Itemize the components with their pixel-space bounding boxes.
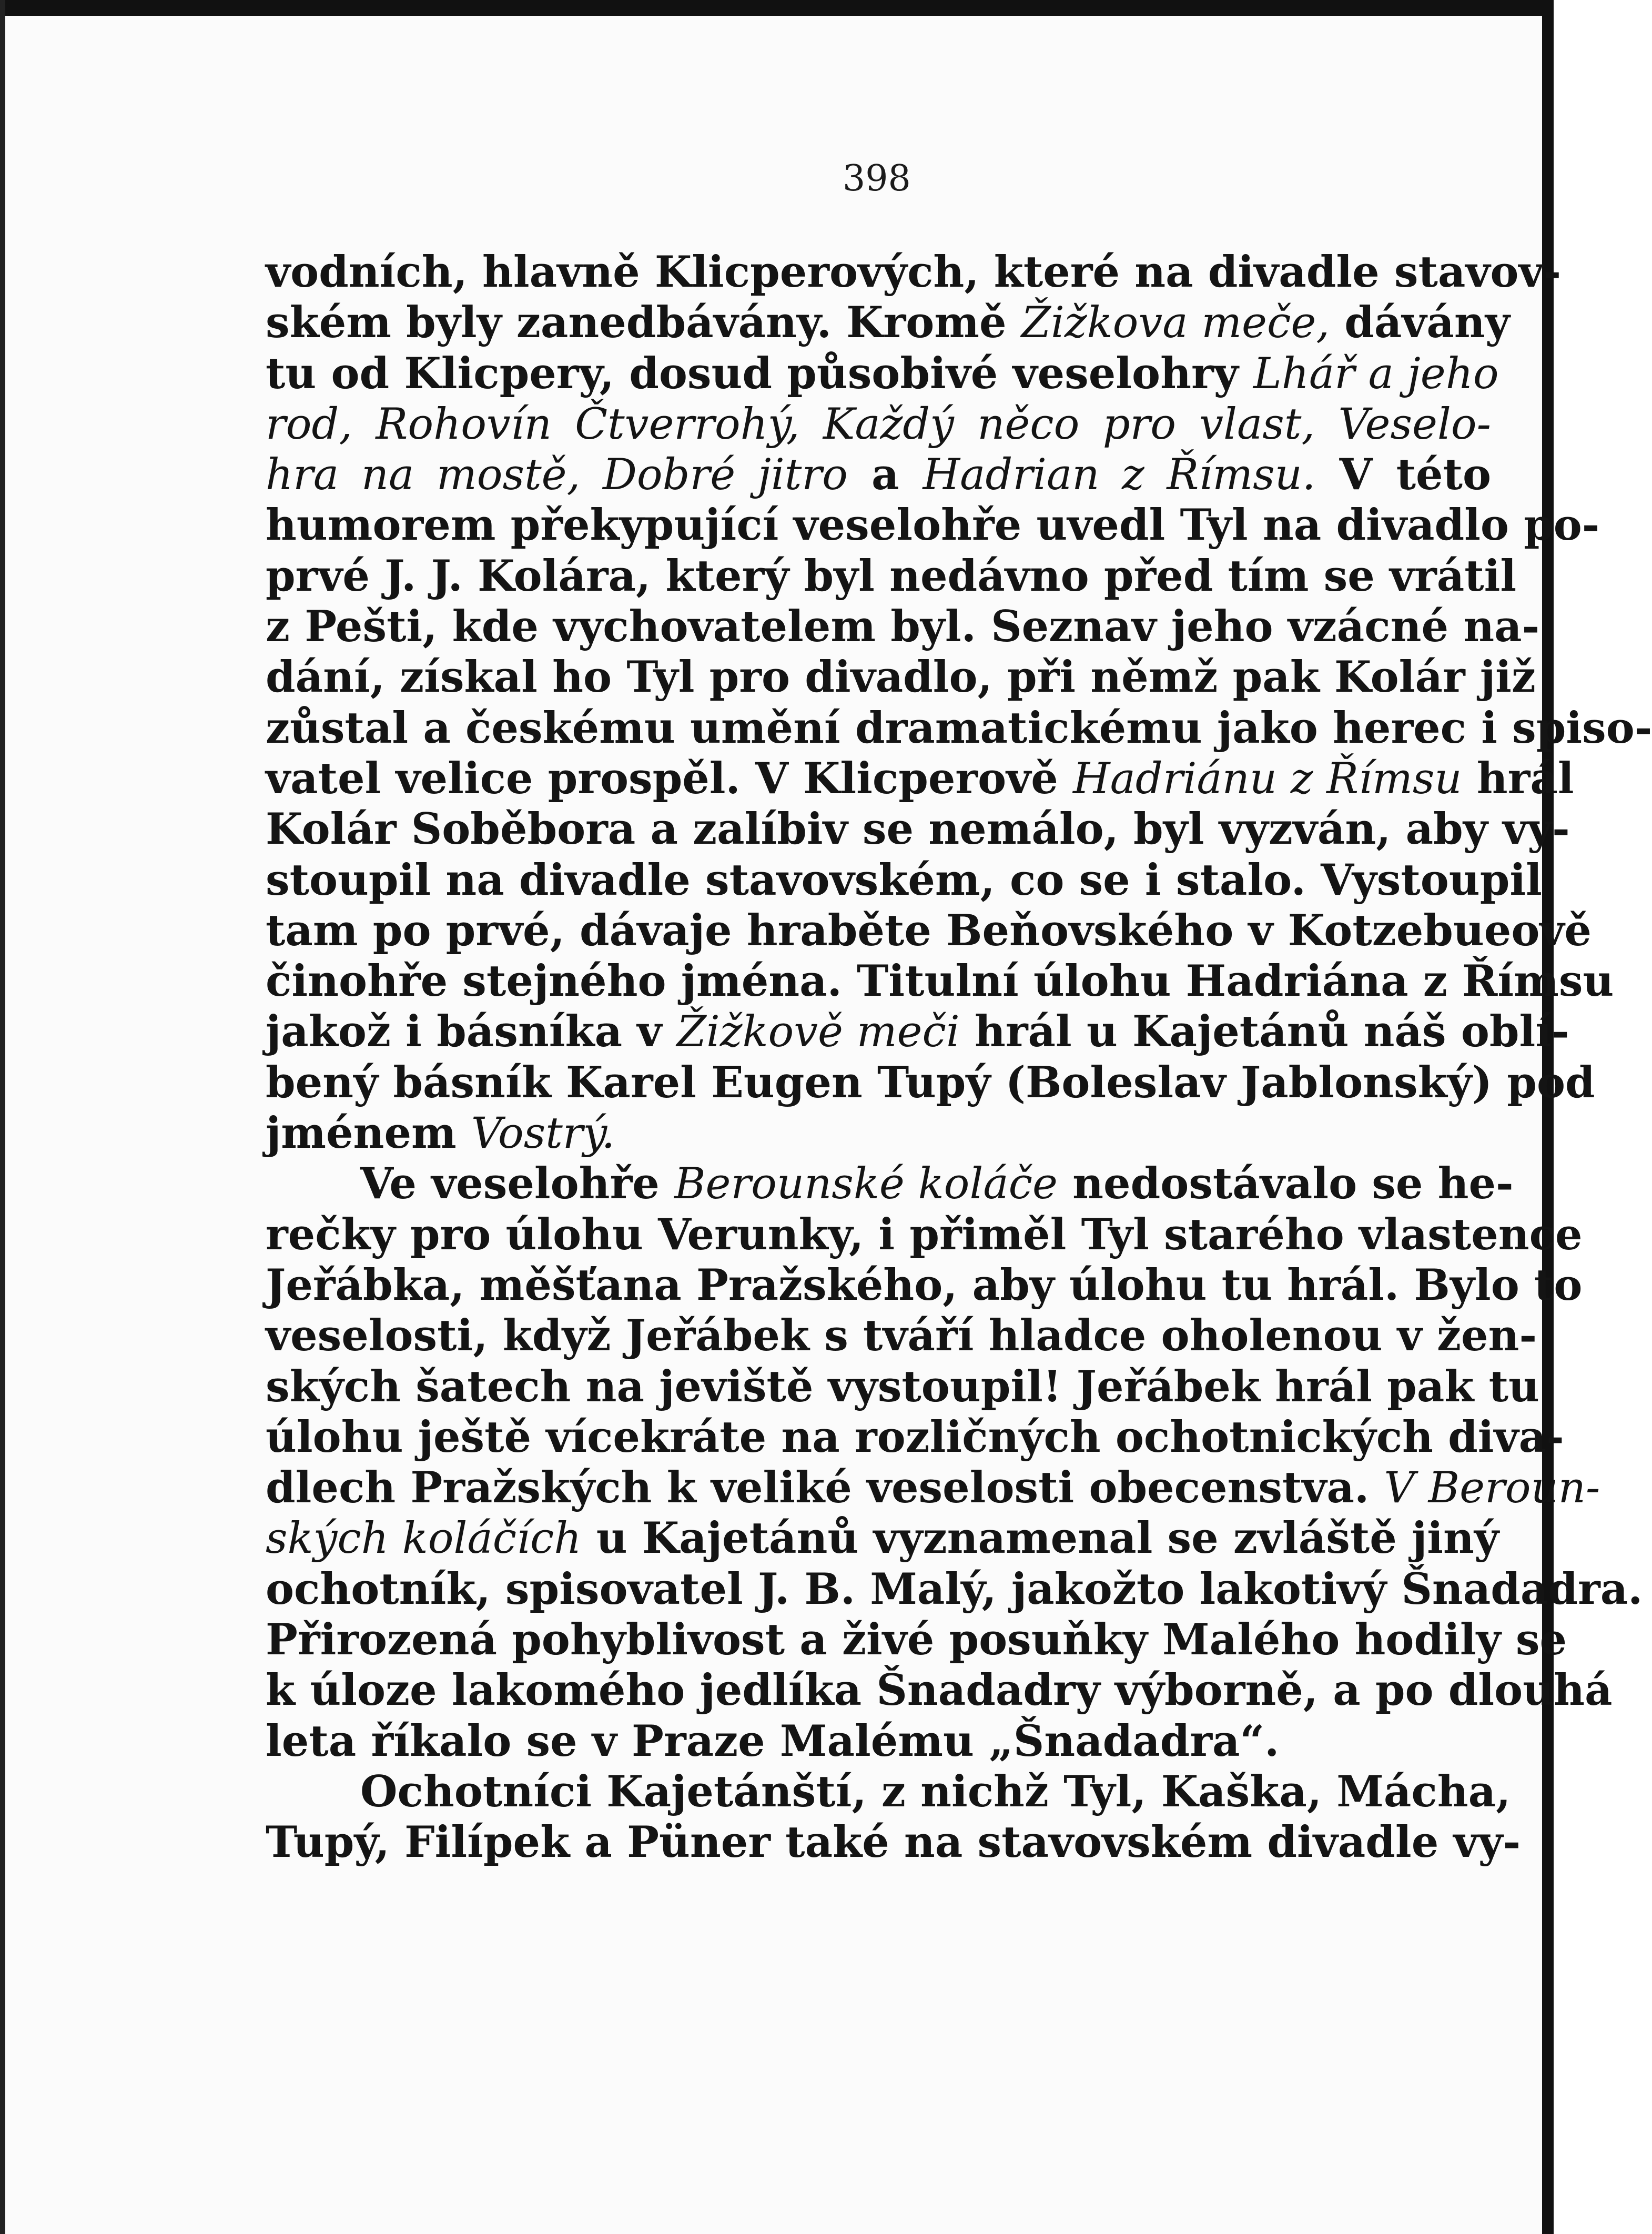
text-run: ských šatech na jeviště vystoupil! Jeřábek hrál pak tu [266,1361,1539,1412]
text-run: vodních, hlavně Klicperových, které na divadle stavov- [266,247,1562,297]
text-line [266,1007,1569,1057]
text-run: hrál u Kajetánů náš oblí- [959,1007,1569,1057]
text-run: leta říkalo se v Praze Malému „Šnadadra“. [266,1716,1280,1766]
text-line [266,450,1491,500]
text-run: Kolár Soběbora a zalíbiv se nemálo, byl vyzván, aby vy- [266,804,1570,855]
text-line [266,1463,1600,1513]
text-run: nedostávalo se he- [1057,1159,1514,1209]
text-line [266,1665,1613,1716]
text-run: bený básník Karel Eugen Tupý (Boleslav Jablonský) pod [266,1057,1595,1108]
text-run: hrál [1462,753,1574,804]
italic-title: hra na mostě, Dobré jitro [266,450,848,500]
text-line [266,1615,1567,1665]
italic-title: Berounské koláče [674,1159,1058,1209]
text-line [266,1564,1643,1615]
italic-title: V Beroun- [1384,1463,1600,1513]
text-line [266,1260,1583,1311]
text-line [266,1766,1511,1817]
italic-title: Vostrý. [471,1109,615,1159]
scan-border-right [1542,0,1554,2234]
italic-title: rod, Rohovín Čtverrohý, Každý něco pro vlast, Veselo- [266,399,1491,449]
text-line [266,703,1652,754]
text-run: u Kajetánů vyznamenal se zvláště jiný [581,1513,1499,1564]
text-line [266,1311,1537,1361]
text-run: stoupil na divadle stavovském, co se i stalo. Vystoupil [266,855,1542,905]
text-line [266,348,1499,399]
italic-title: Lhář a jeho [1253,349,1499,399]
text-line [266,956,1614,1007]
text-run: jménem [266,1108,471,1159]
text-line [266,1159,1514,1209]
text-run: Ve veselohře [360,1159,674,1209]
text-line [266,551,1517,602]
text-run: dání, získal ho Tyl pro divadlo, při němž pak Kolár již [266,652,1536,703]
text-line [266,500,1600,551]
text-line [266,399,1491,450]
page-number: 398 [843,158,911,199]
text-run: rečky pro úlohu Verunky, i přiměl Tyl starého vlastence [266,1209,1583,1260]
body-text [266,247,1652,1868]
text-run: vatel velice prospěl. V Klicperově [266,753,1073,804]
text-run: tam po prvé, dávaje hraběte Beňovského v Kotzebueově [266,905,1592,956]
text-run: ochotník, spisovatel J. B. Malý, jakožto lakotivý Šnadadra. [266,1564,1643,1614]
text-run: jakož i básníka v [266,1007,677,1057]
text-run: Jeřábka, měšťana Pražského, aby úlohu tu hrál. Bylo to [266,1260,1583,1310]
text-run: zůstal a českému umění dramatickému jako herec i spiso- [266,703,1652,753]
text-run: úlohu ještě vícekráte na rozličných ochotnických diva- [266,1412,1564,1462]
text-run: tu od Klicpery, dosud působivé veselohry [266,348,1253,399]
paragraph-2 [266,1159,1643,1767]
italic-title: Hadriánu z Římsu [1072,754,1462,804]
italic-title: Hadrian z Římsu. [923,450,1316,500]
text-run: V této [1315,450,1491,500]
scan-border-left [0,0,5,2234]
text-line [266,1057,1595,1108]
text-run: prvé J. J. Kolára, který byl nedávno před tím se vrátil [266,551,1517,601]
text-run: z Pešti, kde vychovatelem byl. Seznav jeho vzácné na- [266,602,1540,652]
text-line [266,1817,1521,1868]
text-run: veselosti, když Jeřábek s tváří hladce oholenou v žen- [266,1311,1537,1361]
italic-title: Žižkově meči [676,1007,960,1057]
text-line [266,804,1570,855]
text-line [266,652,1536,703]
text-line [266,1209,1583,1260]
text-run: Tupý, Filípek a Püner také na stavovském divadle vy- [266,1817,1521,1868]
text-run: Přirozená pohyblivost a živé posuňky Malého hodily se [266,1615,1567,1665]
text-run: ském byly zanedbávány. Kromě [266,298,1021,348]
text-run: humorem překypující veselohře uvedl Tyl na divadlo po- [266,500,1600,551]
italic-title: ských koláčích [266,1514,582,1564]
paragraph-3 [266,1766,1521,1868]
text-run: Ochotníci Kajetánští, z nichž Tyl, Kaška, Mácha, [360,1766,1511,1817]
text-run: dávány [1330,298,1510,348]
scan-border-top [0,0,1554,16]
paragraph-1 [266,247,1652,1159]
text-run: dlech Pražských k veliké veselosti obecenstva. [266,1463,1384,1513]
text-run: a [847,450,923,500]
text-run: k úloze lakomého jedlíka Šnadadry výborně, a po dlouhá [266,1665,1613,1716]
text-line [266,753,1574,804]
text-line [266,855,1542,906]
text-line [266,298,1510,348]
italic-title: Žižkova meče, [1021,298,1330,348]
text-line [266,1513,1499,1564]
text-line [266,247,1562,298]
text-line [266,905,1592,956]
text-run: činohře stejného jména. Titulní úlohu Hadriána z Římsu [266,956,1614,1007]
text-line [266,1108,1491,1159]
text-line [266,1412,1564,1463]
text-line [266,1361,1539,1412]
text-line [266,602,1540,652]
text-line [266,1716,1491,1767]
